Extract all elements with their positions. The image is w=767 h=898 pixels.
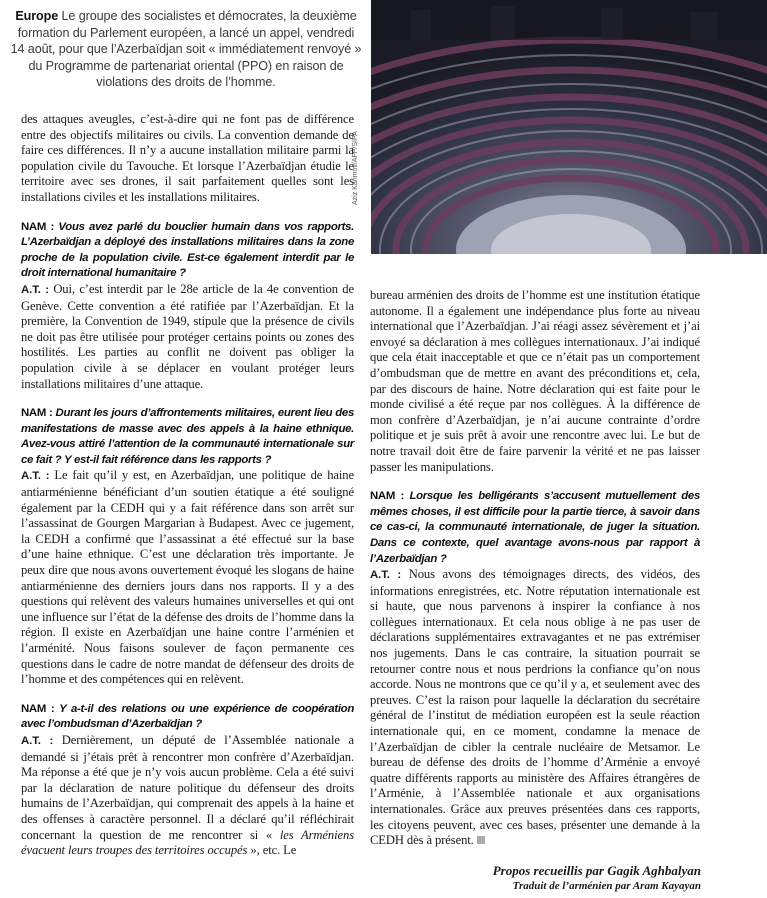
speaker-label: A.T. : [21,470,55,483]
paragraph: des attaques aveugles, c’est-à-dire qui ne font pas de différence entre des objectifs militaires ou civils. La convention demande de faire ces différences. Il n’y a aucune installation militaire parmi la population civile du Tavouche. Et lorsque l’Azerbaïdjan étudie le territoire avec ses drones, il sait parfaitement quelles sont les installations civiles et les installations militaires. [21,112,354,204]
quoted-text: les Arméniens évacuent leurs troupes des territoires occupés [21,827,354,858]
sidebar-text: Le groupe des socialistes et démocrates, la deuxième formation du Parlement européen, a lancé un appel, vendredi 14 août, pour que l’Azerbaïdjan soit « immédiatement renvoyé » du Programme de partenariat oriental (PPO) en raison de violations des droits de l’homme. [10,9,362,90]
speaker-label: NAM : [21,220,59,233]
interview-answer: A.T. : Nous avons des témoignages directs, des vidéos, des informations enregistrées, etc. Notre réputation internationale est si haute, que nous parvenons à inspirer la confiance à nos collègues internationaux. Et cela nous oblige à ne pas user de déclarations supplémentaires extravagantes et ne pas extrémiser nos jugements. Dans le cas contraire, la situation pourrait se retourner contre nous et nous perdrions la confiance qu’on nous accorde. Nous ne montrons que ce qu’il y a, et seulement avec des preuves. C’est la raison pour laquelle la déclaration du secrétaire général de l’institut de médiation européen est la seule réaction internationale qui, en ce moment, condamne la menace de l’Azerbaïdjan de cibler la centrale nucléaire de Metsamor. Le bureau de défense des droits de l’homme d’Arménie a envoyé quatre différents rapports au ministère des Affaires étrangères de l’Arménie, à l’Assemblée nationale et aux organisations internationales. Grâce aux preuves présentées dans ces rapports, les citoyens peuvent, avec ces bases, présenter une demande à la CEDH dès à présent. [370,567,700,848]
byline [493,862,701,894]
interview-answer: A.T. : Le fait qu’il y est, en Azerbaïdjan, une politique de haine antiarménienne bénéficiant d’un soutien étatique a été souligné également par la CEDH qui y a fait référence dans son arrêt sur l’assassinat de Gourgen Margarian à Budapest. Avec ce jugement, la CEDH a confirmé que l’assassinat a été effectué sur la base d’une haine ethnique. C’est une déclaration très importante. Je peux dire que nous avons ouvertement évoqué les slogans de haine antiarménienne des derniers jours dans nos rapports. Il y a des questions qui relèvent des valeurs humaines universelles et qui ont une influence sur l’état de la défense des droits de l’homme dans la région. Il existe en Azerbaïdjan une haine contre l’arménien et l’arménité. Nous faisons soulever de façon permanente ces questions dans le cadre de notre mandat de défenseur des droits de l’homme et des compétences qui en relèvent. [21,468,354,687]
interview-question: NAM : Lorsque les belligérants s’accusent mutuellement des mêmes choses, il est difficile pour la partie tierce, à savoir dans ce cas-ci, la communauté internationale, de juger la situation. Dans ce contexte, quel avantage avons-nous par rapport à l’Azerbaïdjan ? [370,490,700,565]
speaker-label: NAM : [370,490,410,503]
speaker-label: A.T. : [370,569,409,582]
article-column-right [370,288,700,849]
interview-question: NAM : Vous avez parlé du bouclier humain dans vos rapports. L’Azerbaïdjan a déployé des installations militaires dans la zone proche de la population civile. Est-ce également interdit par le droit international humanitaire ? [21,220,355,280]
parliament-hemicycle-image [371,0,767,254]
speaker-label: NAM : [21,702,60,715]
paragraph: bureau arménien des droits de l’homme est une institution étatique autonome. Il a également une indépendance plus forte au niveau international que l’Azerbaïdjan. J’ai réagi assez sévèrement et j’ai envoyé sa déclaration à mes collègues internationaux. J’ai indiqué que cela était inacceptable et que ce n’était pas un comportement d’ombudsman que de mettre en avant des préconditions et, cela, par des discours de haine. Notre déclaration qui est faite pour le monde civilisé a été reçue par nos collègues. À la différence de mon confrère d’Azerbaïdjan, je n’ai aucune contrainte d’ordre politique et je suis prêt à avoir une rencontre avec lui. Le but de notre travail doit être de faire parvenir la vérité et ne pas laisser passer les manipulations. [370,288,700,474]
parliament-photo [371,0,767,254]
byline-translator: Traduit de l’arménien par Aram Kayayan [512,880,701,892]
interview-question: NAM : Durant les jours d’affrontements militaires, eurent lieu des manifestations de masse avec des appels à la haine ethnique. Avez-vous attiré l’attention de la communauté internationale sur ce fait ? Y est-il fait référence dans les rapports ? [21,407,355,466]
interview-answer: A.T. : Dernièrement, un député de l’Assemblée nationale a demandé si j’étais prêt à rencontrer mon confrère d’Azerbaïdjan. Ma réponse a été que je n’y vois aucun problème. Cela a été suivi par la déclaration de nature politique du défenseur des droits humains de l’Azerbaïdjan, qui comprenait des appels à la haine et des offenses à caractère personnel. Il a déclaré qu’il réfléchirait concernant la question de me rencontrer si « les Arméniens évacuent leurs troupes des territoires occupés », etc. Le [21,732,354,858]
speaker-label: A.T. : [21,283,54,296]
photo-credit: Aziz Karimov/AFP/SIPA [352,131,359,205]
byline-interviewer: Propos recueillis par Gagik Aghbalyan [492,863,701,878]
sidebar-news-brief [10,8,362,108]
speaker-label: A.T. : [21,734,62,747]
interview-answer: A.T. : Oui, c’est interdit par le 28e article de la 4e convention de Genève. Cette convention a été ratifiée par l’Azerbaïdjan. Et la première, la Convention de 1949, stipule que la présence de civils ne doit pas être utilisée pour protéger certains points ou zones des hostilités. Les parties au conflit ne doivent pas obliger la population civile à se déplacer en voulant protéger leurs installations militaires d’une attaque. [21,281,354,391]
article-column-left [21,112,354,859]
speaker-label: NAM : [21,407,56,420]
end-of-article-mark [477,836,485,844]
sidebar-tag: Europe [15,9,59,23]
interview-question: NAM : Y a-t-il des relations ou une expérience de coopération avec l’ombudsman d’Azerbaïdjan ? [21,702,354,731]
